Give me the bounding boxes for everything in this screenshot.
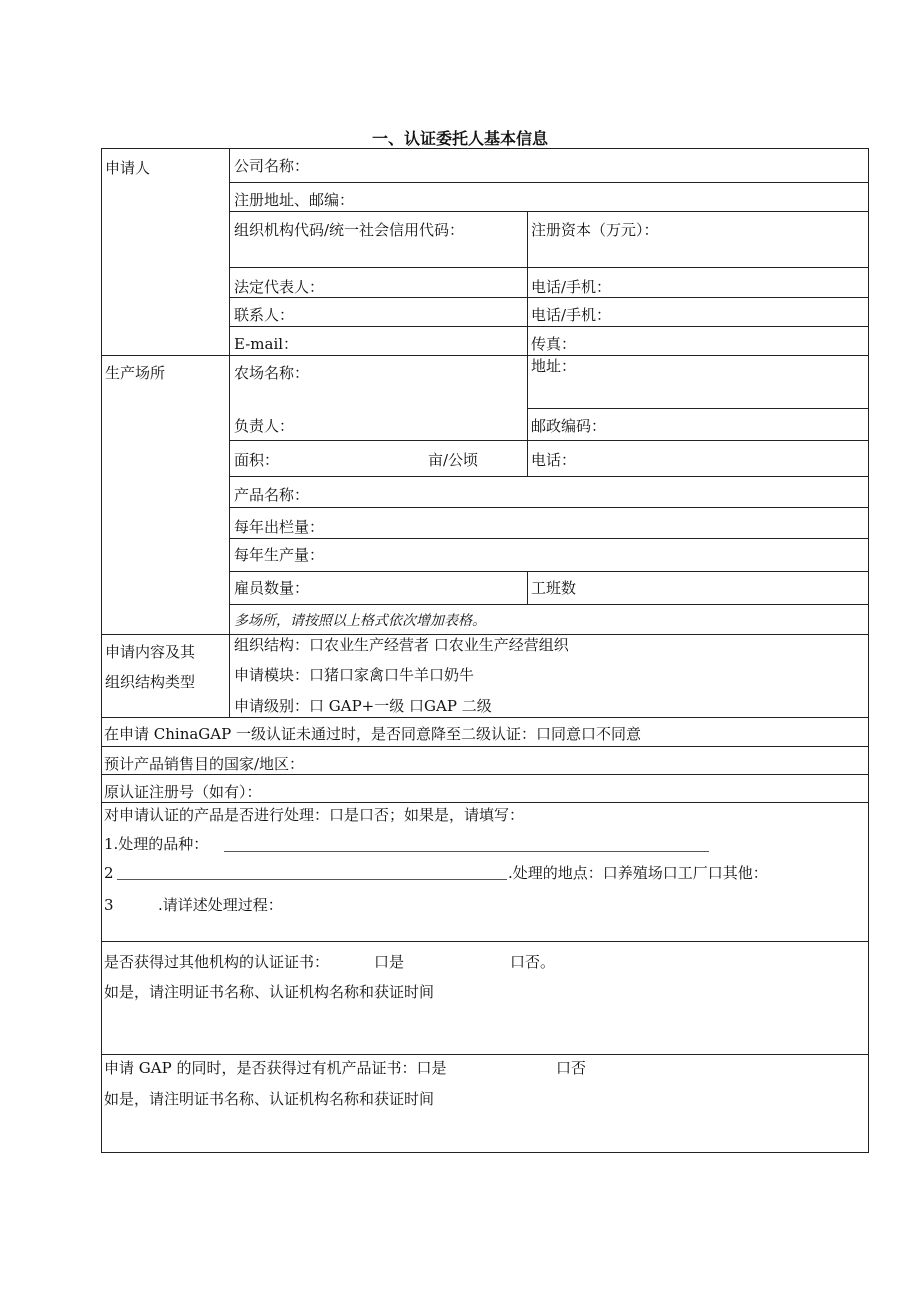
organic-cert-detail-field[interactable]: 如是，请注明证书名称、认证机构名称和获证时间 xyxy=(104,1090,435,1108)
row-line xyxy=(229,267,869,268)
row-line xyxy=(527,408,869,409)
production-label: 生产场所 xyxy=(105,364,166,382)
processing-question[interactable]: 对申请认证的产品是否进行处理：口是口否；如果是，请填写： xyxy=(104,806,525,824)
row-line xyxy=(229,297,869,298)
area-field[interactable]: 面积： xyxy=(234,451,280,469)
other-cert-no-option[interactable]: 口否。 xyxy=(510,953,556,971)
legal-rep-field[interactable]: 法定代表人： xyxy=(234,278,325,296)
farm-name-field[interactable]: 农场名称： xyxy=(234,364,310,382)
col-line xyxy=(527,571,528,604)
company-name-field[interactable]: 公司名称： xyxy=(234,157,310,175)
target-country-field[interactable]: 预计产品销售目的国家/地区： xyxy=(104,755,305,773)
organic-cert-no-option[interactable]: 口否 xyxy=(556,1059,587,1077)
row-line xyxy=(229,571,869,572)
applicant-label: 申请人 xyxy=(105,159,151,177)
row-line xyxy=(101,802,869,803)
postcode-field[interactable]: 邮政编码： xyxy=(531,417,607,435)
page-title: 一、认证委托人基本信息 xyxy=(371,129,548,148)
row-line xyxy=(229,604,869,605)
other-cert-yes-option[interactable]: 口是 xyxy=(374,953,405,971)
farm-phone-field[interactable]: 电话： xyxy=(531,451,577,469)
email-field[interactable]: E-mail： xyxy=(234,335,299,353)
phone-field-2[interactable]: 电话/手机： xyxy=(531,306,612,324)
processing-item-2-underline[interactable] xyxy=(117,879,507,880)
phone-field-1[interactable]: 电话/手机： xyxy=(531,278,612,296)
multi-site-note: 多场所，请按照以上格式依次增加表格。 xyxy=(234,613,486,629)
row-line xyxy=(229,211,869,212)
processing-detail-label[interactable]: .请详述处理过程： xyxy=(158,896,283,914)
processing-item-3-number: 3 xyxy=(104,896,114,914)
processing-variety-label: 1.处理的品种： xyxy=(104,835,209,853)
row-line xyxy=(229,326,869,327)
section-line xyxy=(101,634,869,635)
contact-field[interactable]: 联系人： xyxy=(234,306,295,324)
row-line xyxy=(229,538,869,539)
other-cert-question: 是否获得过其他机构的认证证书： xyxy=(104,953,330,971)
level-options[interactable]: 申请级别：口 GAP+一级 口GAP 二级 xyxy=(234,697,492,715)
manager-field[interactable]: 负责人： xyxy=(234,417,295,435)
col-line xyxy=(527,355,528,476)
row-line xyxy=(101,717,869,718)
area-unit: 亩/公顷 xyxy=(428,451,479,469)
application-label-line1: 申请内容及其 xyxy=(105,643,196,661)
row-line xyxy=(229,182,869,183)
other-cert-detail-field[interactable]: 如是，请注明证书名称、认证机构名称和获证时间 xyxy=(104,983,435,1001)
previous-registration-field[interactable]: 原认证注册号（如有）： xyxy=(104,783,262,801)
shifts-field[interactable]: 工班数 xyxy=(531,579,577,597)
table-border-bottom xyxy=(101,1152,869,1153)
org-code-field[interactable]: 组织机构代码/统一社会信用代码： xyxy=(234,221,465,239)
processing-variety-underline[interactable] xyxy=(224,851,709,852)
row-line xyxy=(101,1054,869,1055)
label-column-divider xyxy=(229,148,230,717)
address-postcode-field[interactable]: 注册地址、邮编： xyxy=(234,191,355,209)
organic-cert-question[interactable]: 申请 GAP 的同时，是否获得过有机产品证书：口是 xyxy=(104,1059,447,1077)
row-line xyxy=(229,507,869,508)
section-line xyxy=(101,355,869,356)
col-line xyxy=(527,211,528,355)
row-line xyxy=(229,440,869,441)
processing-item-2-number: 2 xyxy=(104,864,114,882)
table-border-right xyxy=(868,148,869,1153)
product-name-field[interactable]: 产品名称： xyxy=(234,486,310,504)
employees-field[interactable]: 雇员数量： xyxy=(234,579,310,597)
farm-address-field[interactable]: 地址： xyxy=(531,357,577,375)
row-line xyxy=(229,476,869,477)
row-line xyxy=(101,746,869,747)
annual-output-field[interactable]: 每年出栏量： xyxy=(234,518,325,536)
row-line xyxy=(101,774,869,775)
annual-production-field[interactable]: 每年生产量： xyxy=(234,546,325,564)
table-border-top xyxy=(101,148,869,149)
application-label-line2: 组织结构类型 xyxy=(105,673,196,691)
processing-place-options[interactable]: .处理的地点：口养殖场口工厂口其他： xyxy=(508,864,768,882)
module-options[interactable]: 申请模块：口猪口家禽口牛羊口奶牛 xyxy=(234,666,475,684)
registered-capital-field[interactable]: 注册资本（万元）： xyxy=(531,221,659,239)
row-line xyxy=(101,941,869,942)
fax-field[interactable]: 传真： xyxy=(531,335,577,353)
org-structure-options[interactable]: 组织结构：口农业生产经营者 口农业生产经营组织 xyxy=(234,636,569,654)
table-border-left xyxy=(101,148,102,1153)
downgrade-consent-row[interactable]: 在申请 ChinaGAP 一级认证未通过时，是否同意降至二级认证：口同意口不同意 xyxy=(104,725,641,743)
